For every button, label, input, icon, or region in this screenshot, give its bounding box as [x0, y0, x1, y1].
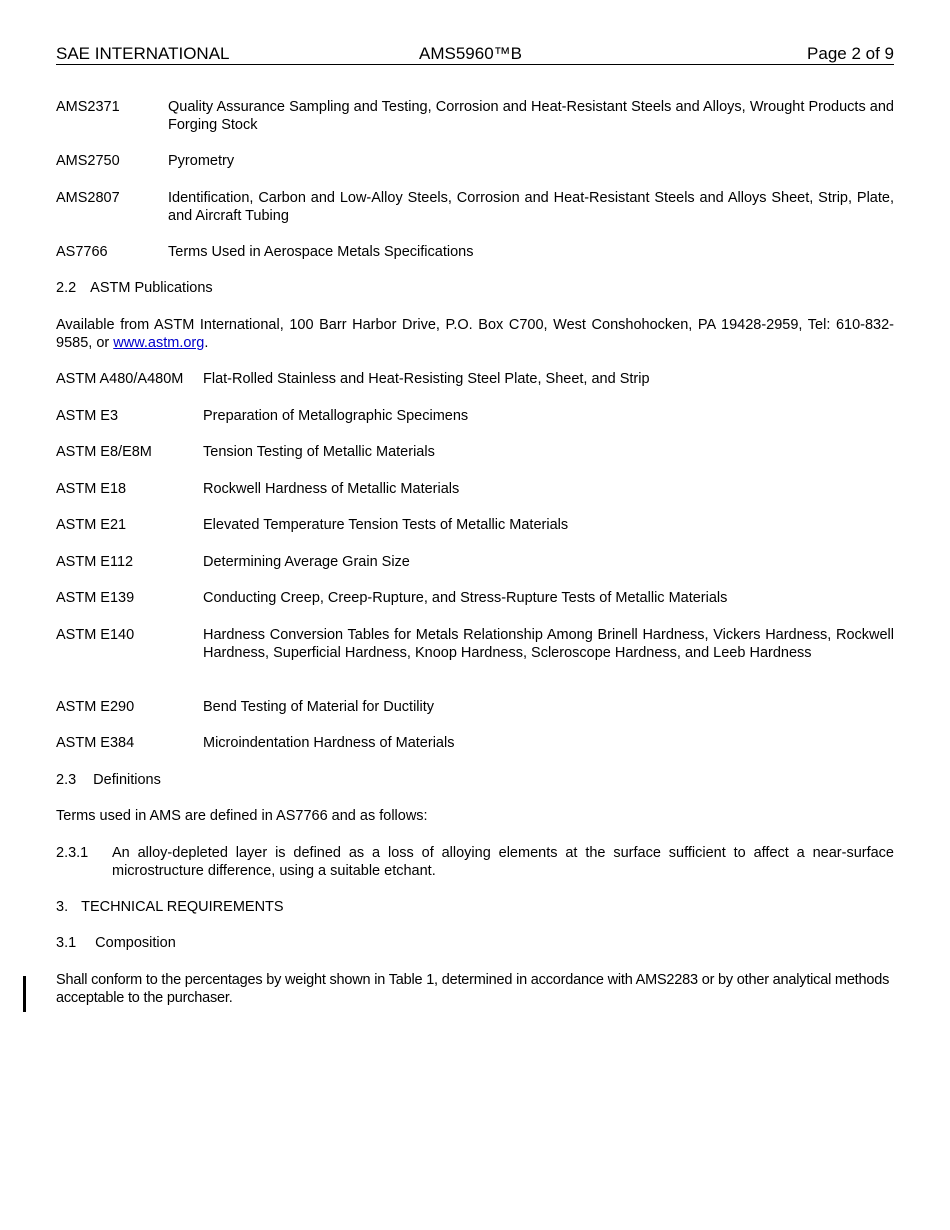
availability-text: Available from ASTM International, 100 Barr Harbor Drive, P.O. Box C700, West Conshohocken, PA 19428-2959, Tel: 610-832-9585, or	[56, 317, 894, 351]
section-heading-3	[56, 898, 894, 916]
reference-code: AMS2371	[56, 99, 120, 115]
reference-entry	[56, 734, 894, 752]
astm-website-link[interactable]: www.astm.org	[113, 335, 205, 351]
reference-code: ASTM E139	[56, 590, 135, 606]
reference-code: ASTM E112	[56, 554, 134, 570]
reference-title: Bend Testing of Material for Ductility	[203, 699, 435, 715]
reference-entry	[56, 98, 894, 134]
reference-code: AMS2807	[56, 190, 120, 206]
reference-code: AMS2750	[56, 153, 120, 169]
composition-paragraph: Shall conform to the percentages by weight shown in Table 1, determined in accordance with AMS2283 or by other analytical methods acceptable to the purchaser.	[56, 972, 890, 1006]
reference-entry	[56, 443, 894, 461]
reference-code: ASTM A480/A480M	[56, 371, 184, 387]
section-heading-2-2	[56, 279, 894, 297]
reference-code: AS7766	[56, 244, 108, 260]
reference-code: ASTM E3	[56, 408, 119, 424]
reference-entry	[56, 189, 894, 225]
reference-code: ASTM E21	[56, 517, 127, 533]
reference-title: Determining Average Grain Size	[203, 554, 410, 570]
header-page-number: Page 2 of 9	[807, 44, 894, 63]
reference-title: Tension Testing of Metallic Materials	[203, 444, 435, 460]
reference-entry	[56, 243, 894, 261]
reference-title: Rockwell Hardness of Metallic Materials	[203, 481, 460, 497]
definitions-intro: Terms used in AMS are defined in AS7766 and as follows:	[56, 808, 428, 824]
reference-code: ASTM E384	[56, 735, 135, 751]
availability-paragraph	[56, 316, 894, 352]
reference-title: Quality Assurance Sampling and Testing, Corrosion and Heat-Resistant Steels and Alloys, Wrought Products and Forging Stock	[168, 99, 894, 133]
reference-entry	[56, 480, 894, 498]
section-number: 2.3	[56, 772, 77, 788]
reference-title: Elevated Temperature Tension Tests of Metallic Materials	[203, 517, 569, 533]
section-title: ASTM Publications	[90, 280, 213, 296]
reference-entry	[56, 553, 894, 571]
reference-code: ASTM E140	[56, 627, 135, 643]
reference-title: Hardness Conversion Tables for Metals Relationship Among Brinell Hardness, Vickers Hardness, Rockwell Hardness, Superficial Hardness, Knoop Hardness, Scleroscope Hardness, and Leeb Hardness	[203, 627, 894, 661]
availability-end: .	[204, 335, 209, 351]
section-heading-2-3	[56, 771, 894, 789]
reference-entry	[56, 698, 894, 716]
reference-title: Terms Used in Aerospace Metals Specifications	[168, 244, 474, 260]
reference-title: Conducting Creep, Creep-Rupture, and Stress-Rupture Tests of Metallic Materials	[203, 590, 728, 606]
header-organization: SAE INTERNATIONAL	[56, 44, 230, 63]
reference-code: ASTM E290	[56, 699, 135, 715]
reference-entry	[56, 589, 894, 607]
reference-code: ASTM E8/E8M	[56, 444, 152, 460]
reference-entry	[56, 407, 894, 425]
section-number: 2.2	[56, 280, 77, 296]
reference-title: Preparation of Metallographic Specimens	[203, 408, 469, 424]
header-document-number: AMS5960™B	[419, 44, 522, 63]
section-number: 3.	[56, 899, 69, 915]
reference-code: ASTM E18	[56, 481, 127, 497]
definition-number: 2.3.1	[56, 845, 89, 861]
definition-item-2-3-1	[56, 844, 894, 880]
page-header	[56, 44, 894, 65]
reference-entry	[56, 152, 894, 170]
reference-title: Pyrometry	[168, 153, 235, 169]
definition-text: An alloy-depleted layer is defined as a loss of alloying elements at the surface sufficient to affect a near-surface microstructure difference, using a suitable etchant.	[112, 845, 894, 879]
reference-entry	[56, 626, 894, 662]
section-title: TECHNICAL REQUIREMENTS	[81, 899, 284, 915]
reference-title: Flat-Rolled Stainless and Heat-Resisting Steel Plate, Sheet, and Strip	[203, 371, 650, 387]
reference-entry	[56, 516, 894, 534]
section-title: Definitions	[93, 772, 161, 788]
section-title: Composition	[95, 935, 176, 951]
section-heading-3-1	[56, 934, 894, 952]
reference-title: Microindentation Hardness of Materials	[203, 735, 455, 751]
reference-title: Identification, Carbon and Low-Alloy Steels, Corrosion and Heat-Resistant Steels and Alloys Sheet, Strip, Plate, and Aircraft Tubing	[168, 190, 894, 224]
reference-entry	[56, 370, 894, 388]
revision-change-bar	[23, 976, 26, 1012]
section-number: 3.1	[56, 935, 77, 951]
